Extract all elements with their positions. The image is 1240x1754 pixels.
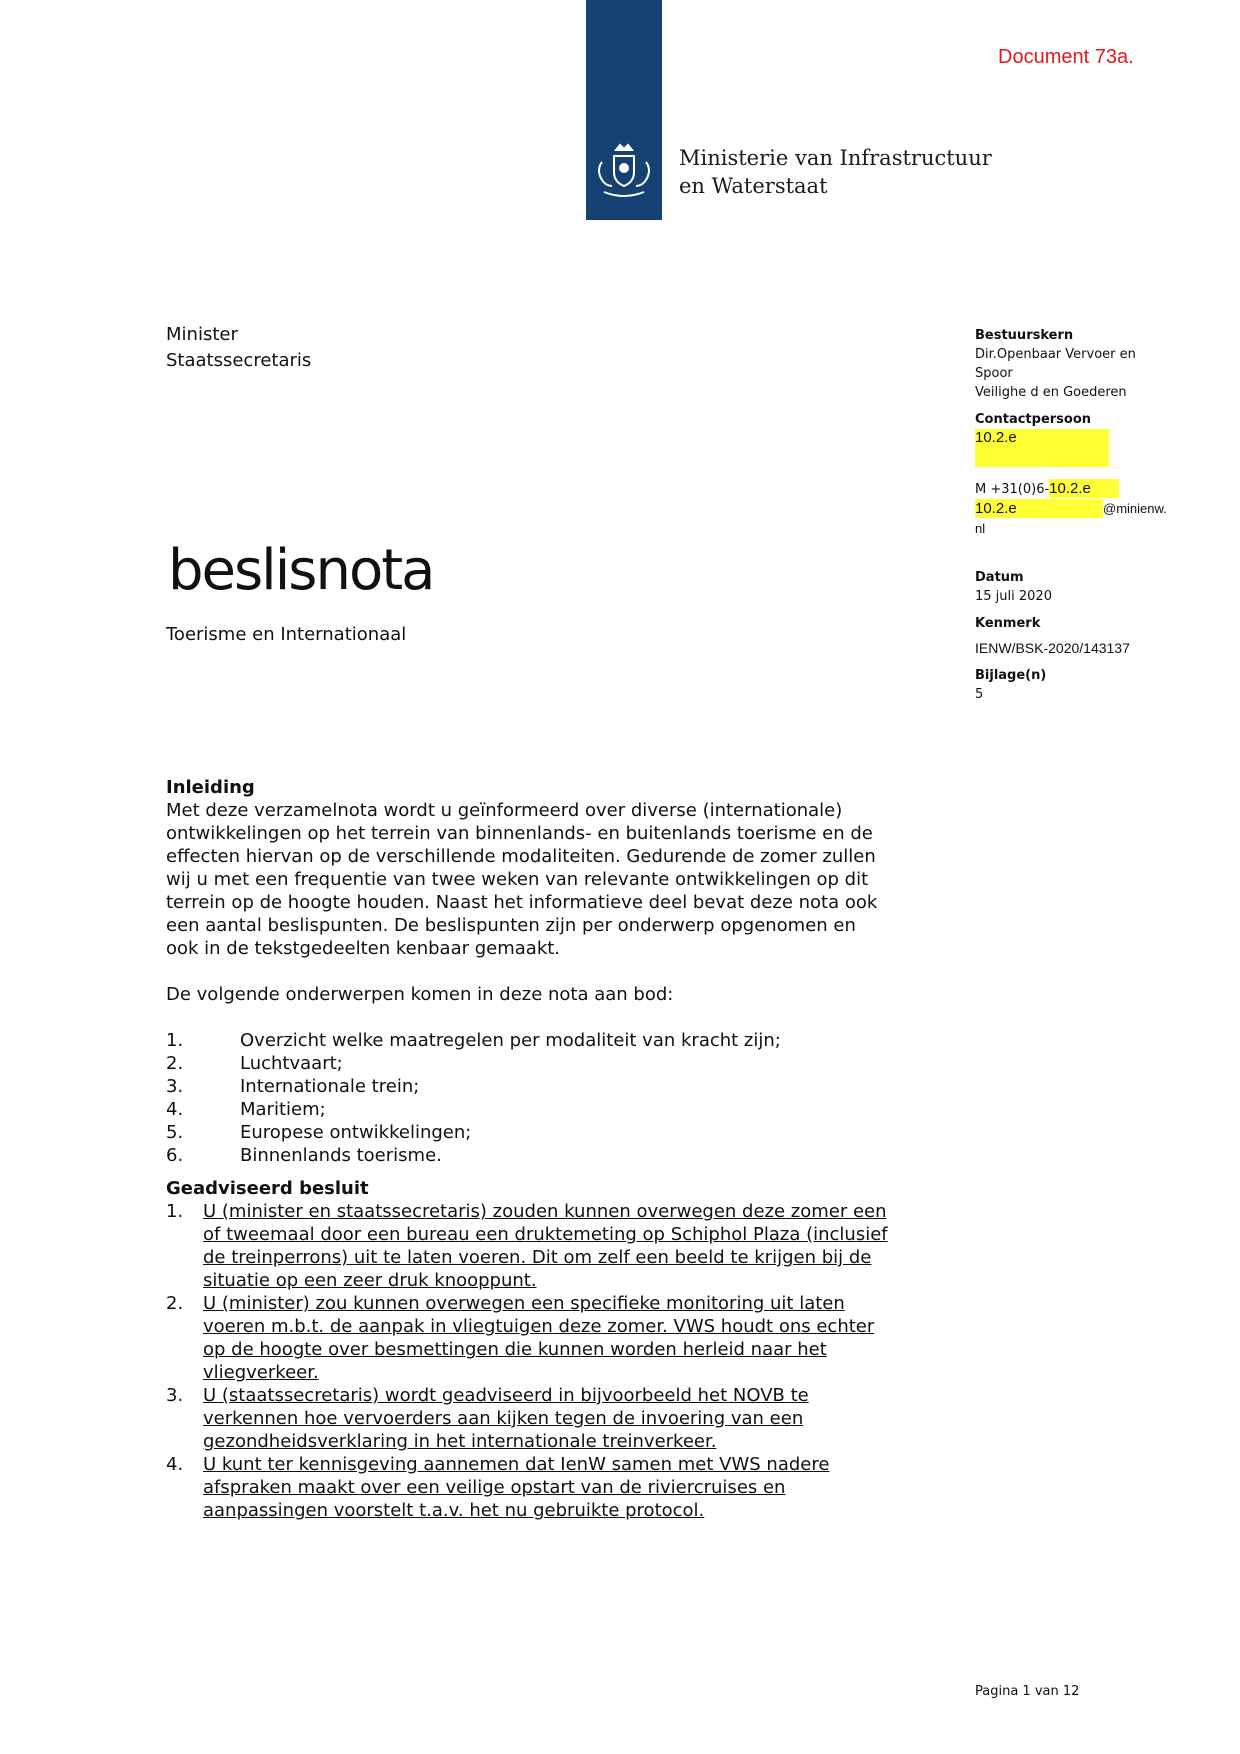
- intro-line: een aantal beslispunten. De beslispunten zijn per onderwerp opgenomen en: [166, 915, 856, 936]
- meta-column: [975, 326, 1195, 712]
- datum-block: [975, 568, 1195, 606]
- list-item: 4. U kunt ter kennisgeving aannemen dat IenW samen met VWS nadere afspraken maakt over een veilige opstart van de riviercruises en aanpassingen voorstelt t.a.v. het nu gebruikte protocol.: [166, 1454, 830, 1521]
- bijlage-value: 5: [975, 687, 984, 702]
- document-body: [166, 776, 926, 1522]
- phone-redaction: 10.2.e: [1049, 479, 1119, 498]
- phone-line: [975, 479, 1195, 499]
- ministry-name-line1: Ministerie van Infrastructuur: [679, 146, 992, 170]
- intro-line: Met deze verzamelnota wordt u geïnformeerd over diverse (internationale): [166, 800, 843, 821]
- list-item: 6. Binnenlands toerisme.: [166, 1145, 442, 1166]
- email-suffix: @minienw.: [1103, 501, 1167, 516]
- ministry-name-line2: en Waterstaat: [679, 174, 828, 198]
- contact-redaction: 10.2.e: [975, 429, 1109, 467]
- addressee-staatssecretaris: Staatssecretaris: [166, 350, 312, 371]
- page-number: Pagina 1 van 12: [975, 1684, 1080, 1699]
- ministry-name: [679, 144, 999, 200]
- phone-prefix: M +31(0)6-: [975, 482, 1050, 497]
- coat-of-arms-icon: [590, 140, 658, 208]
- advice-list: [166, 1200, 926, 1522]
- list-item: 4. Maritiem;: [166, 1099, 326, 1120]
- bestuurskern-line: Spoor: [975, 366, 1013, 381]
- advice-heading: Geadviseerd besluit: [166, 1178, 369, 1199]
- contact-label: Contactpersoon: [975, 412, 1092, 427]
- list-item: 1. U (minister en staatssecretaris) zouden kunnen overwegen deze zomer een of tweemaal door een bureau een druktemeting op Schiphol Plaza (inclusief de treinperrons) uit te laten voeren. Dit om zelf een beeld te krijgen bij de situatie op een zeer druk knooppunt.: [166, 1201, 888, 1291]
- email-line: [975, 499, 1195, 519]
- bestuurskern-label: Bestuurskern: [975, 328, 1074, 343]
- bestuurskern-line: Dir.Openbaar Vervoer en: [975, 347, 1136, 362]
- intro-line: ook in de tekstgedeelten kenbaar gemaakt.: [166, 938, 561, 959]
- email-suffix-continued: nl: [975, 521, 986, 536]
- bijlage-block: [975, 666, 1195, 704]
- bijlage-label: Bijlage(n): [975, 668, 1047, 683]
- intro-line: effecten hiervan op de verschillende modaliteiten. Gedurende de zomer zullen: [166, 846, 876, 867]
- document-number: Document 73a.: [998, 46, 1134, 68]
- intro-line: ontwikkelingen op het terrein van binnenlands- en buitenlands toerisme en de: [166, 823, 873, 844]
- document-subtitle: Toerisme en Internationaal: [166, 624, 407, 645]
- kenmerk-block: [975, 614, 1195, 658]
- bestuurskern-line: Veilighe d en Goederen: [975, 385, 1127, 400]
- topics-intro: De volgende onderwerpen komen in deze nota aan bod:: [166, 984, 674, 1005]
- datum-value: 15 juli 2020: [975, 589, 1052, 604]
- kenmerk-value: IENW/BSK-2020/143137: [975, 640, 1130, 656]
- kenmerk-label: Kenmerk: [975, 616, 1041, 631]
- list-item: 1. Overzicht welke maatregelen per modaliteit van kracht zijn;: [166, 1030, 781, 1051]
- list-item: 2. U (minister) zou kunnen overwegen een specifieke monitoring uit laten voeren m.b.t. de aanpak in vliegtuigen deze zomer. VWS houdt ons echter op de hoogte over besmettingen die kunnen worden herleid naar het vliegverkeer.: [166, 1293, 875, 1383]
- intro-heading: Inleiding: [166, 777, 255, 798]
- addressee-minister: Minister: [166, 324, 238, 345]
- list-item: 5. Europese ontwikkelingen;: [166, 1122, 472, 1143]
- list-item: 3. U (staatssecretaris) wordt geadviseerd in bijvoorbeeld het NOVB te verkennen hoe vervoerders aan kijken tegen de invoering van een gezondheidsverklaring in het internationale treinverkeer.: [166, 1385, 809, 1452]
- email-redaction: 10.2.e: [975, 499, 1103, 518]
- bestuurskern-block: [975, 326, 1195, 402]
- datum-label: Datum: [975, 570, 1024, 585]
- intro-line: terrein op de hoogte houden. Naast het informatieve deel bevat deze nota ook: [166, 892, 878, 913]
- list-item: 3. Internationale trein;: [166, 1076, 420, 1097]
- document-title: beslisnota: [168, 538, 434, 603]
- contact-block: [975, 410, 1195, 538]
- intro-line: wij u met een frequentie van twee weken van relevante ontwikkelingen op dit: [166, 869, 869, 890]
- addressees: [166, 322, 311, 374]
- list-item: 2. Luchtvaart;: [166, 1053, 343, 1074]
- topics-list: [166, 1029, 926, 1167]
